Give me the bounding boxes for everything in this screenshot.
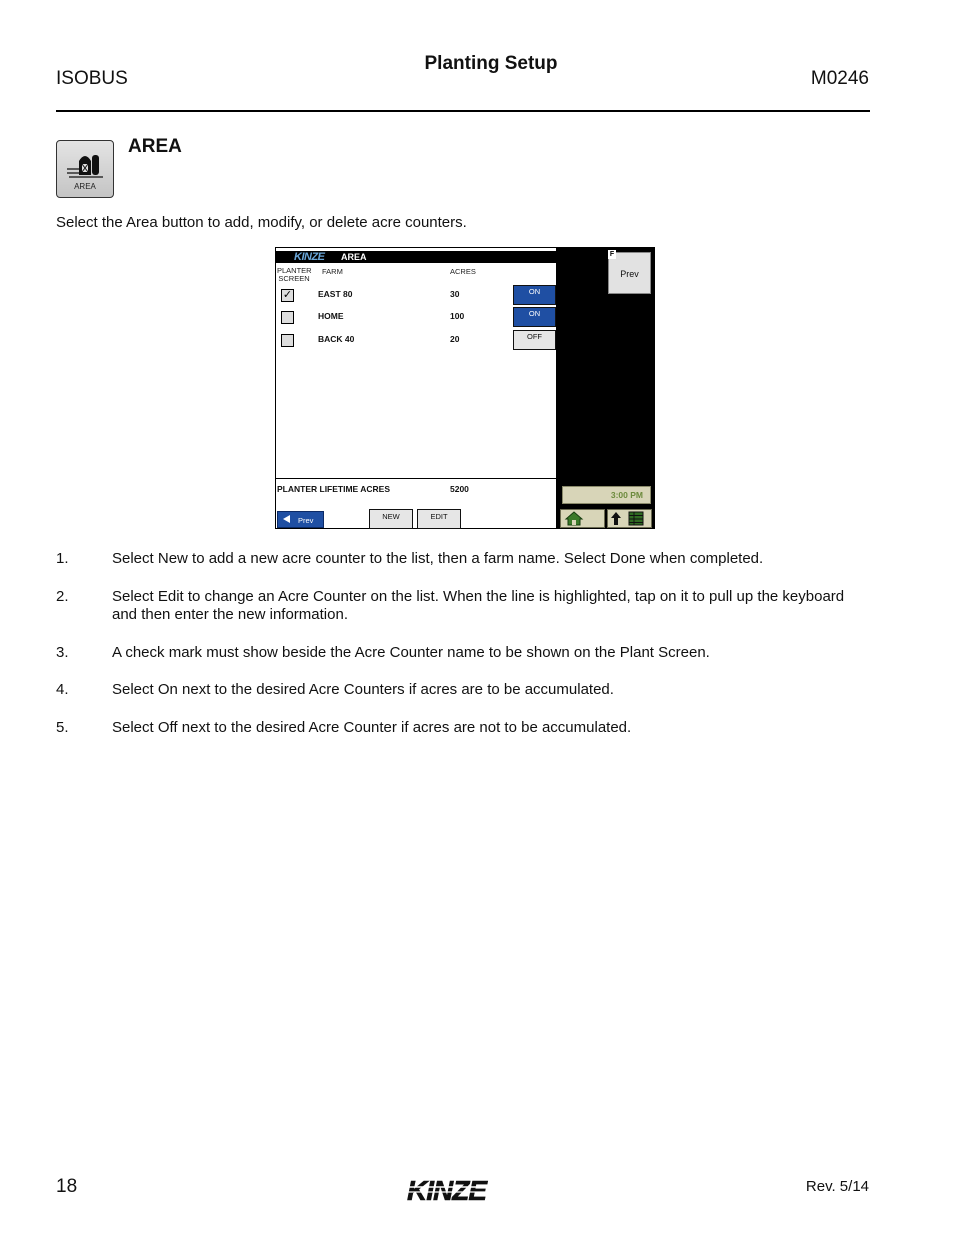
prev-button-label: Prev <box>298 516 314 525</box>
farm-name[interactable]: EAST 80 <box>318 289 353 299</box>
intro-text: Select the Area button to add, modify, or delete acre counters. <box>56 214 467 231</box>
area-button-icon <box>56 140 114 198</box>
page-number: 18 <box>56 1176 78 1197</box>
farm-acres: 30 <box>450 289 460 299</box>
step-number: 4. <box>56 681 69 698</box>
farm-name[interactable]: HOME <box>318 311 344 321</box>
section-title: AREA <box>128 136 182 157</box>
step-text: Select New to add a new acre counter to the list, then a farm name. Select Done when completed. <box>112 550 764 567</box>
home-button[interactable] <box>560 509 605 528</box>
step-text: Select On next to the desired Acre Counters if acres are to be accumulated. <box>112 681 614 698</box>
header-left-label: ISOBUS <box>56 68 128 89</box>
lifetime-divider <box>276 478 556 479</box>
step-number: 3. <box>56 644 69 661</box>
step-text: Select Edit to change an Acre Counter on the list. When the line is highlighted, tap on it to pull up the keyboard and then enter the new information. <box>112 588 845 623</box>
accumulate-toggle-off[interactable]: OFF <box>513 330 556 350</box>
step-number: 1. <box>56 550 69 567</box>
page-title: Planting Setup <box>424 53 558 74</box>
area-main-pane <box>275 247 557 529</box>
left-arrow-icon <box>283 515 290 523</box>
col-header-acres: ACRES <box>450 267 476 276</box>
accumulate-toggle-on[interactable]: ON <box>513 285 556 305</box>
farm-acres: 20 <box>450 334 460 344</box>
home-icon <box>564 511 584 526</box>
planter-screen-checkbox[interactable]: ✓ <box>282 289 293 301</box>
kinze-logo-text: KINZE <box>407 1175 486 1205</box>
farm-acres: 100 <box>450 311 465 321</box>
lifetime-acres-value: 5200 <box>450 484 469 494</box>
kinze-logo-small: KINZE <box>294 251 325 263</box>
manual-number: M0246 <box>810 68 869 89</box>
step-number: 5. <box>56 719 69 736</box>
screen-title: AREA <box>341 252 367 262</box>
prev-button[interactable] <box>277 511 324 528</box>
planter-screen-checkbox[interactable] <box>281 334 294 347</box>
clock-display: 3:00 PM <box>562 486 651 504</box>
planter-screen-checkbox[interactable] <box>281 311 294 324</box>
step-text: Select Off next to the desired Acre Counter if acres are not to be accumulated. <box>112 719 632 736</box>
farm-name[interactable]: BACK 40 <box>318 334 355 344</box>
area-screen-screenshot <box>275 247 655 529</box>
soft-key-pane <box>557 247 655 529</box>
step-number: 2. <box>56 588 69 605</box>
function-key-badge: F <box>609 251 615 258</box>
col-header-planter-screen: PLANTER SCREEN <box>277 266 312 283</box>
softkey-prev-button[interactable]: Prev <box>608 252 651 294</box>
area-icon-label: AREA <box>74 182 96 191</box>
col-header-farm: FARM <box>322 267 343 276</box>
kinze-logo-graphic <box>405 1175 523 1205</box>
lifetime-acres-label: PLANTER LIFETIME ACRES <box>277 484 391 494</box>
step-text: A check mark must show beside the Acre Counter name to be shown on the Plant Screen. <box>112 644 710 661</box>
barn-icon <box>65 145 107 181</box>
edit-button[interactable]: EDIT <box>417 509 461 529</box>
header-divider <box>56 110 870 112</box>
accumulate-toggle-on[interactable]: ON <box>513 307 556 327</box>
new-button[interactable]: NEW <box>369 509 413 529</box>
up-arrow-menu-icon <box>610 511 650 527</box>
revision-label: Rev. 5/14 <box>805 1178 869 1195</box>
menu-up-button[interactable] <box>607 509 652 528</box>
kinze-logo <box>405 1175 523 1210</box>
screen-title-bar <box>276 251 556 263</box>
